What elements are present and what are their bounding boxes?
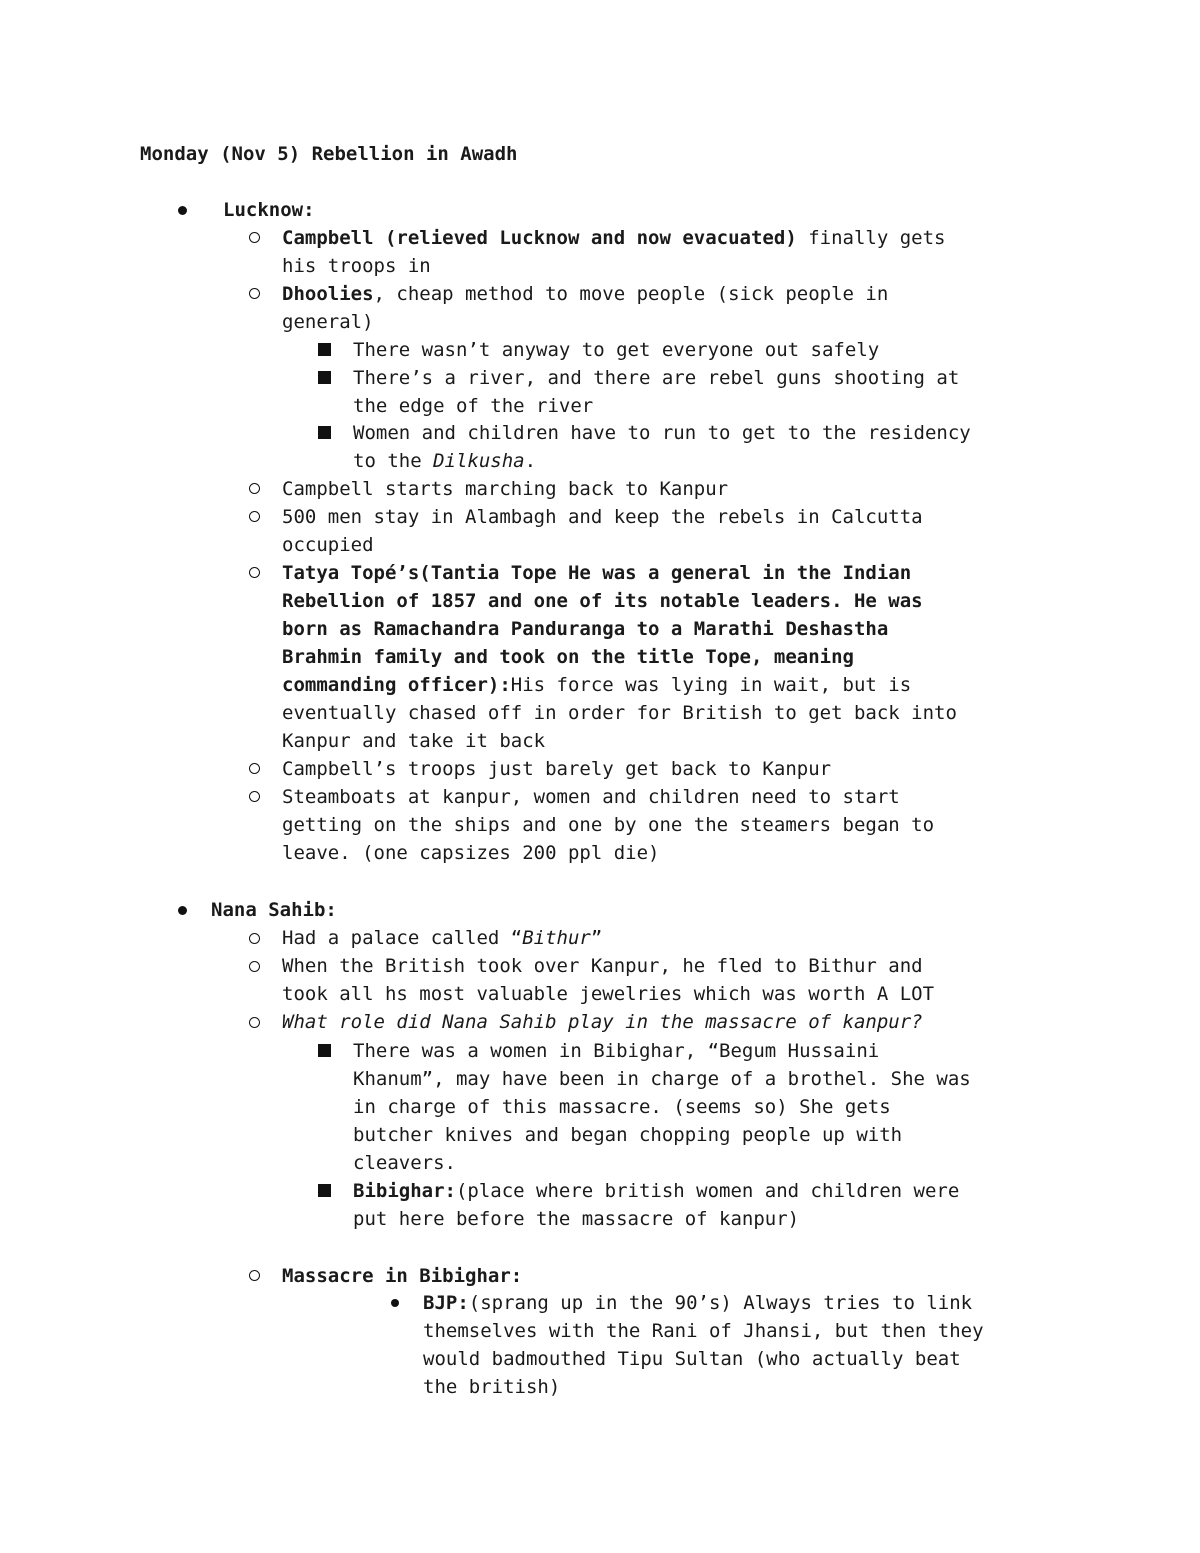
list-item: Tatya Topé’s(Tantia Tope He was a general in the Indian [282, 562, 912, 584]
square-bullet-icon [318, 426, 331, 439]
circle-bullet-icon [249, 961, 260, 972]
sub-list-item-continuation: the edge of the river [353, 395, 594, 417]
list-item: When the British took over Kanpur, he fled to Bithur and [282, 955, 923, 977]
circle-bullet-icon [249, 511, 260, 522]
list-item: Campbell (relieved Lucknow and now evacuated) finally gets [282, 227, 946, 249]
circle-bullet-icon [249, 483, 260, 494]
square-bullet-icon [318, 371, 331, 384]
list-item: What role did Nana Sahib play in the massacre of kanpur? [282, 1011, 923, 1033]
bullet-icon [391, 1299, 399, 1307]
sub-list-item: There was a women in Bibighar, “Begum Hussaini [353, 1040, 880, 1062]
circle-bullet-icon [249, 567, 260, 578]
circle-bullet-icon [249, 288, 260, 299]
bullet-icon [178, 206, 187, 215]
sub-list-item: There wasn’t anyway to get everyone out safely [353, 339, 880, 361]
square-bullet-icon [318, 1184, 331, 1197]
list-item-continuation: eventually chased off in order for British to get back into [282, 702, 957, 724]
sub-list-item: There’s a river, and there are rebel guns shooting at [353, 367, 960, 389]
list-item: Campbell’s troops just barely get back to Kanpur [282, 758, 832, 780]
sub-list-item: BJP:(sprang up in the 90’s) Always tries to link [423, 1292, 973, 1314]
list-item: Campbell starts marching back to Kanpur [282, 478, 729, 500]
sub-list-item-continuation: cleavers. [353, 1152, 456, 1174]
list-item: 500 men stay in Alambagh and keep the rebels in Calcutta [282, 506, 923, 528]
page-title: Monday (Nov 5) Rebellion in Awadh [140, 143, 518, 165]
list-item-continuation: general) [282, 311, 374, 333]
sub-list-item-continuation: would badmouthed Tipu Sultan (who actually beat [423, 1348, 961, 1370]
list-item-continuation: occupied [282, 534, 374, 556]
list-item-continuation: leave. (one capsizes 200 ppl die) [282, 842, 660, 864]
sub-list-item-continuation: the british) [423, 1376, 561, 1398]
circle-bullet-icon [249, 232, 260, 243]
list-item-continuation: born as Ramachandra Panduranga to a Marathi Deshastha [282, 618, 889, 640]
section-heading-lucknow: Lucknow: [223, 199, 315, 221]
circle-bullet-icon [249, 1270, 260, 1281]
sub-list-item: Women and children have to run to get to the residency [353, 422, 971, 444]
sub-list-item-continuation: themselves with the Rani of Jhansi, but then they [423, 1320, 984, 1342]
list-item-continuation: commanding officer):His force was lying in wait, but is [282, 674, 912, 696]
sub-list-item-continuation: in charge of this massacre. (seems so) She gets [353, 1096, 891, 1118]
list-item-continuation: took all hs most valuable jewelries which was worth A LOT [282, 983, 935, 1005]
sub-list-item-continuation: to the Dilkusha. [353, 450, 537, 472]
sub-list-item-continuation: butcher knives and began chopping people up with [353, 1124, 903, 1146]
square-bullet-icon [318, 1044, 331, 1057]
sub-list-item: Bibighar:(place where british women and children were [353, 1180, 960, 1202]
section-heading-nana-sahib: Nana Sahib: [211, 899, 337, 921]
circle-bullet-icon [249, 1017, 260, 1028]
list-item: Dhoolies, cheap method to move people (sick people in [282, 283, 889, 305]
list-item: Massacre in Bibighar: [282, 1265, 523, 1287]
circle-bullet-icon [249, 791, 260, 802]
list-item-continuation: Kanpur and take it back [282, 730, 546, 752]
square-bullet-icon [318, 343, 331, 356]
list-item-continuation: Rebellion of 1857 and one of its notable leaders. He was [282, 590, 923, 612]
sub-list-item-continuation: put here before the massacre of kanpur) [353, 1208, 800, 1230]
list-item-continuation: Brahmin family and took on the title Tope, meaning [282, 646, 854, 668]
list-item-continuation: his troops in [282, 255, 431, 277]
list-item: Steamboats at kanpur, women and children need to start [282, 786, 900, 808]
sub-list-item-continuation: Khanum”, may have been in charge of a brothel. She was [353, 1068, 971, 1090]
circle-bullet-icon [249, 763, 260, 774]
list-item: Had a palace called “Bithur” [282, 927, 603, 949]
circle-bullet-icon [249, 933, 260, 944]
bullet-icon [178, 906, 187, 915]
list-item-continuation: getting on the ships and one by one the steamers began to [282, 814, 935, 836]
